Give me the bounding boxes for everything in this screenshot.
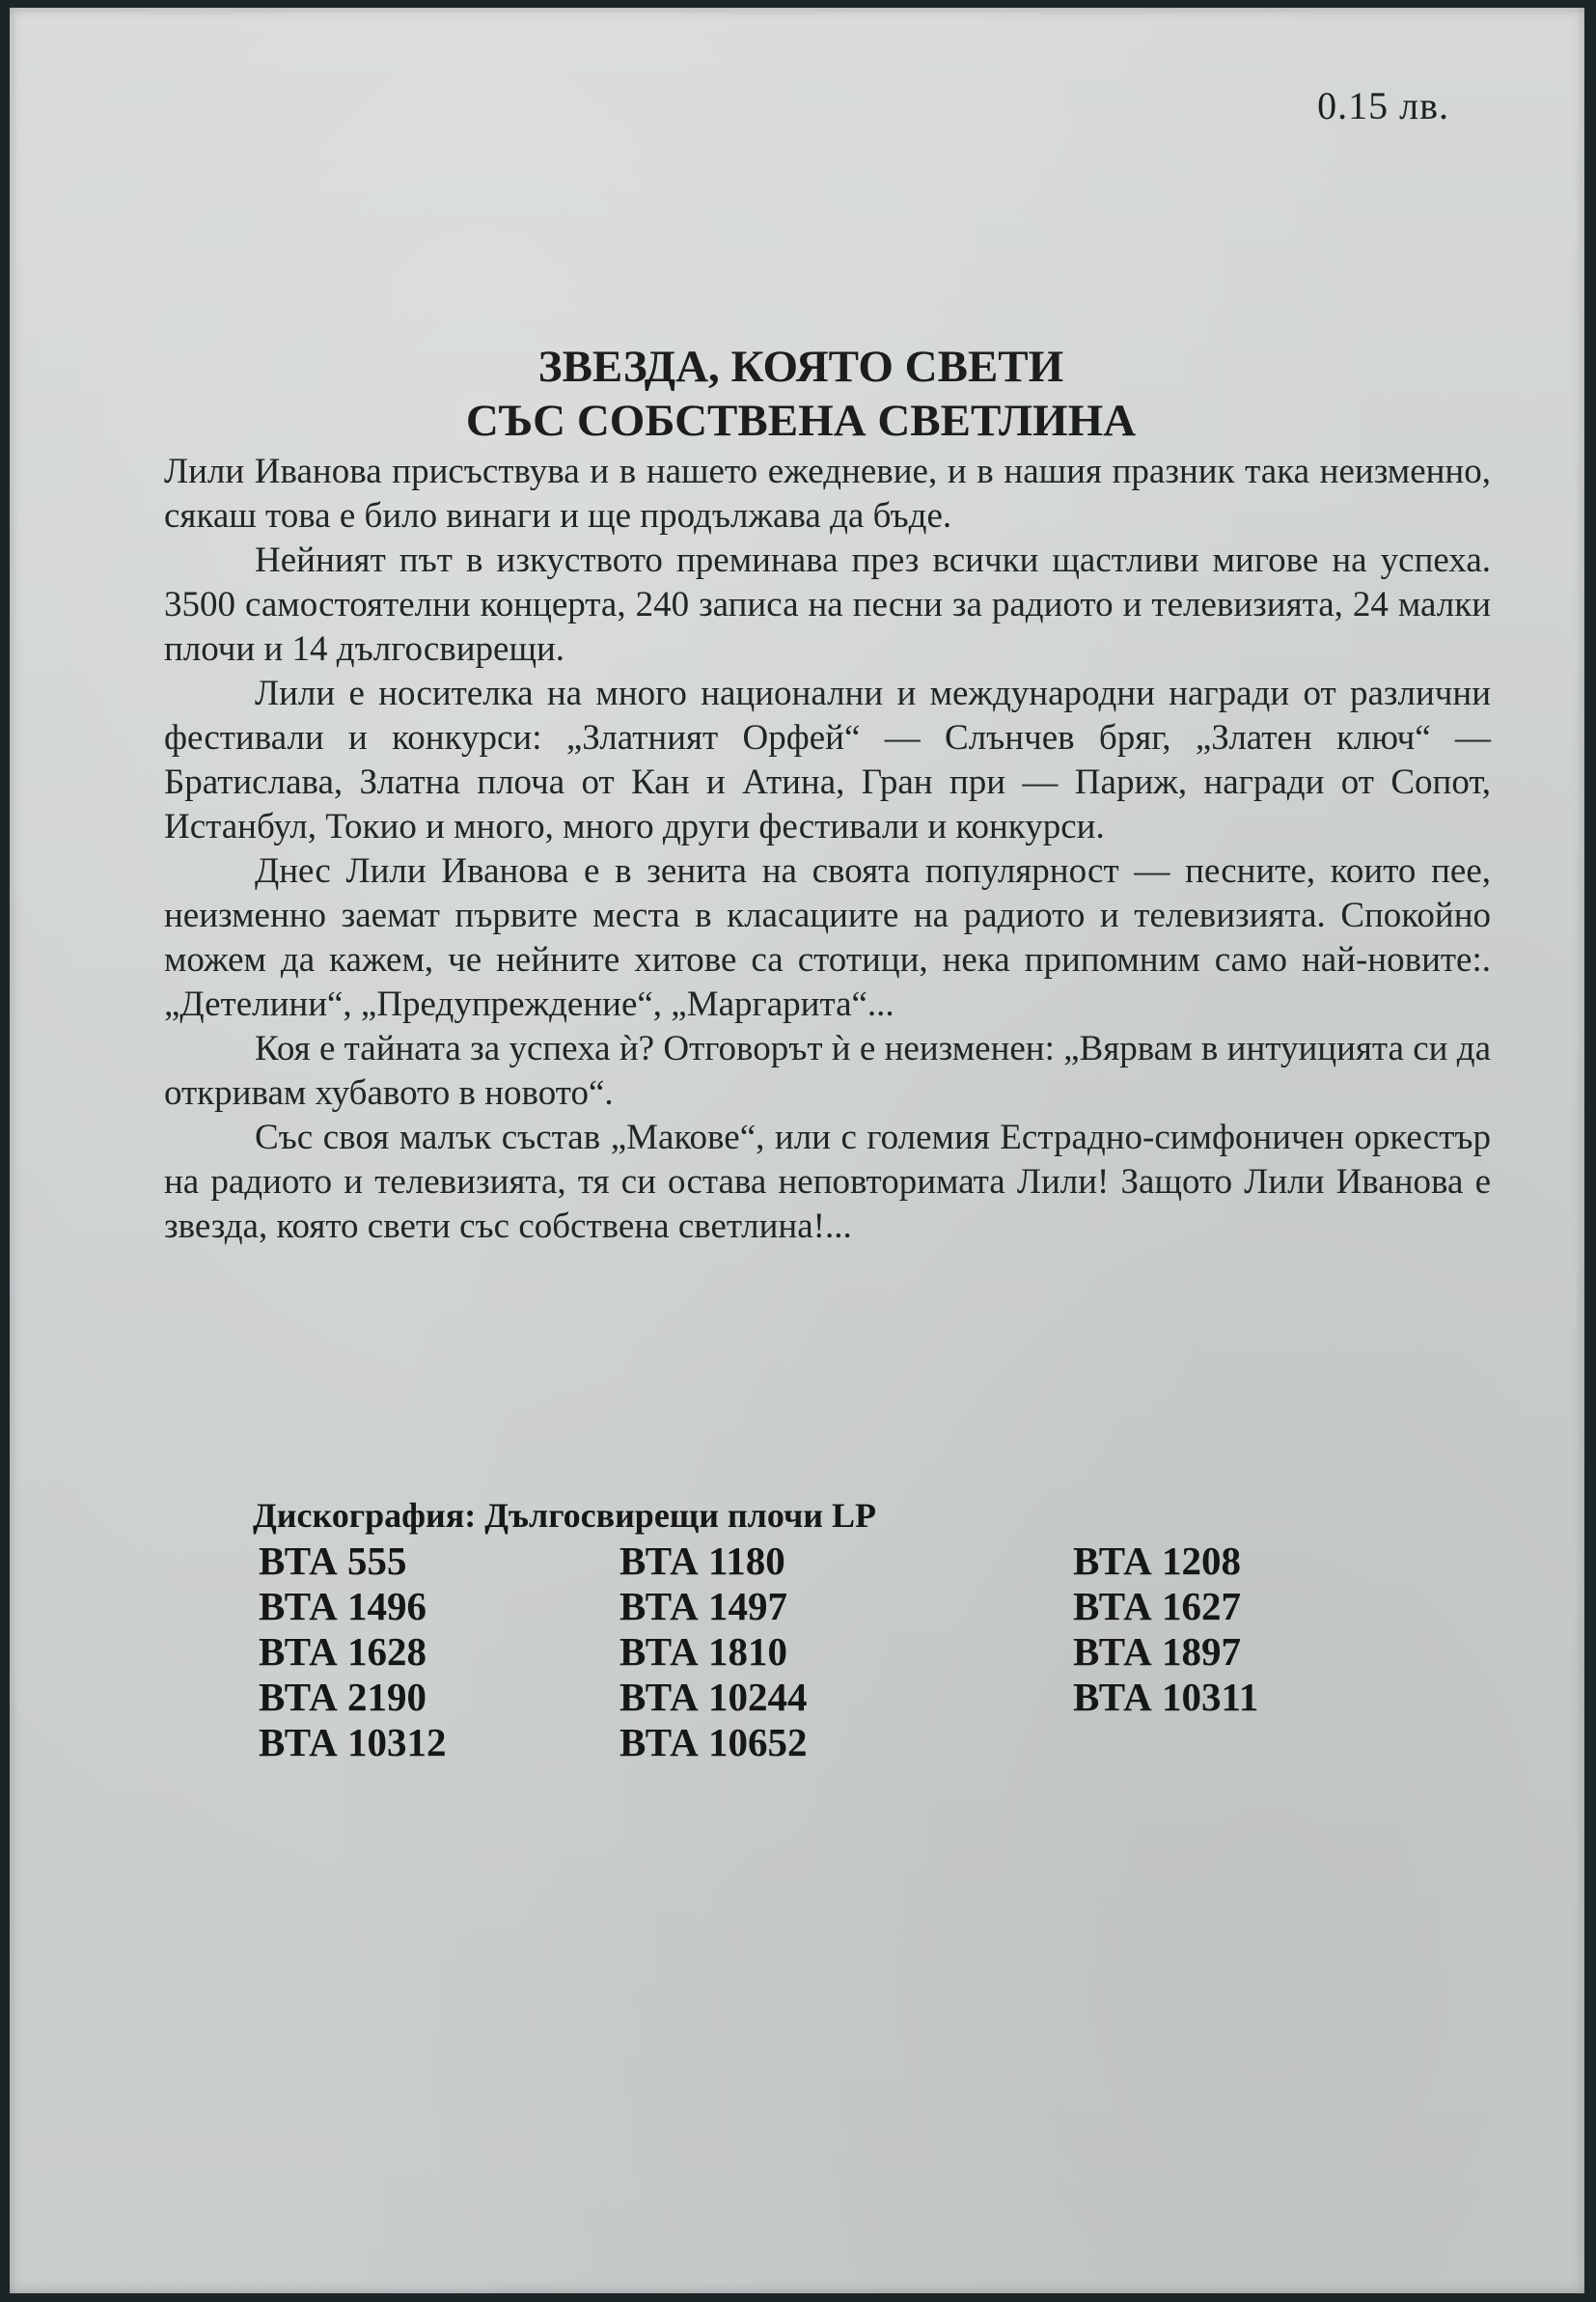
record-insert-card <box>10 8 1584 2293</box>
paragraph-awards: Лили е носителка на много национални и международни награди от различни фестивали и конкурси: „Златният Орфей“ — Слънчев бряг, „Златен ключ“ — Братислава, Златна плоча от Кан и Атина, Гран при — Париж, награди от Сопот, Истанбул, Токио и много, много други фестивали и конкурси. <box>164 674 1491 846</box>
record-item: ВТА 1810 <box>619 1629 787 1674</box>
record-item: ВТА 1627 <box>1073 1584 1241 1628</box>
record-item: ВТА 10311 <box>1073 1675 1259 1719</box>
article-title <box>10 340 1592 448</box>
paragraph-closing: Със своя малък състав „Макове“, или с големия Естрадно-симфоничен оркестър на радиото и телевизията, тя си остава неповторимата Лили! Защото Лили Иванова е звезда, която свети със собствена светлина!... <box>164 1118 1491 1246</box>
record-item: ВТА 1897 <box>1073 1629 1241 1674</box>
price-label: 0.15 лв. <box>1317 84 1449 127</box>
paragraph-secret: Коя е тайната за успеха ѝ? Отговорът ѝ е неизменен: „Вярвам в интуицията си да откривам хубавото в новото“. <box>164 1029 1491 1113</box>
article-body <box>164 450 1491 1249</box>
record-item: ВТА 2190 <box>259 1675 427 1719</box>
record-item: ВТА 1497 <box>619 1584 787 1628</box>
paragraph-career: Нейният път в изкуството преминава през всички щастливи мигове на успеха. 3500 самостоятелни концерта, 240 записа на песни за радиото и телевизията, 24 малки плочи и 14 дългосвирещи. <box>164 541 1491 669</box>
record-item: ВТА 555 <box>259 1539 407 1583</box>
title-line-2: СЪС СОБСТВЕНА СВЕТЛИНА <box>465 396 1137 446</box>
discography-section <box>253 1494 1507 1765</box>
paragraph-intro: Лили Иванова присъствува и в нашето ежедневие, и в нашия празник така неизменно, сякаш това е било винаги и ще продължава да бъде. <box>164 452 1491 536</box>
discography-heading: Дискография: Дългосвирещи плочи LP <box>253 1496 876 1535</box>
title-line-1: ЗВЕЗДА, КОЯТО СВЕТИ <box>537 342 1064 392</box>
record-item: ВТА 10652 <box>619 1720 808 1764</box>
record-item: ВТА 1208 <box>1073 1539 1241 1583</box>
record-item: ВТА 10312 <box>259 1720 447 1764</box>
record-item: ВТА 10244 <box>619 1675 808 1719</box>
record-item: ВТА 1180 <box>619 1539 785 1583</box>
discography-list <box>253 1539 1507 1765</box>
record-item: ВТА 1628 <box>259 1629 427 1674</box>
record-item: ВТА 1496 <box>259 1584 427 1628</box>
paragraph-popularity: Днес Лили Иванова е в зенита на своята популярност — песните, които пее, неизменно заемат първите места в класациите на радиото и телевизията. Спокойно можем да кажем, че нейните хитове са стотици, нека припомним само най-новите:.„Детелини“, „Предупреждение“, „Маргарита“... <box>164 851 1491 1024</box>
